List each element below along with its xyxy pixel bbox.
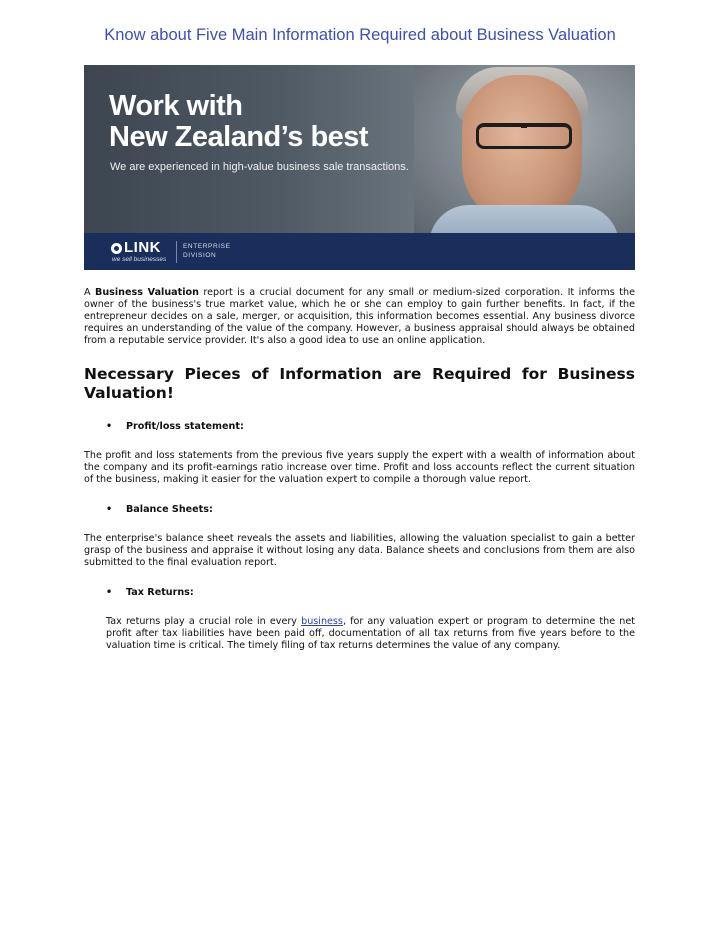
logo-tagline: we sell businesses [112,256,167,263]
link-logo [111,239,161,256]
intro-paragraph [84,287,635,347]
banner-subline: We are experienced in high-value business sale transactions. [110,161,409,173]
tax-text-before-link: Tax returns play a crucial role in every [106,616,302,627]
business-link[interactable]: business [301,616,343,627]
bullet-item-tax-returns [106,587,194,599]
profit-loss-paragraph: The profit and loss statements from the previous five years supply the expert with a wealth of information about the company and its profit-earnings ratio increase over time. Profit and loss accounts reflect the current situation of the business, making it easier for the valuation expert to compile a thorough value report. [84,450,635,485]
banner-headline-line1: Work with [109,90,243,122]
banner-image [84,65,635,270]
banner-footer-bar [84,233,635,270]
division-label-line1: ENTERPRISE [183,243,231,250]
page-title: Know about Five Main Information Required about Business Valuation [104,26,616,44]
section-heading: Necessary Pieces of Information are Required for Business Valuation! [84,365,635,402]
banner-headline [109,91,368,153]
banner-headline-line2: New Zealand’s best [109,121,369,153]
bullet-item-profit-loss [106,421,244,433]
tax-text-after-link: , for any valuation expert or program to determine the net profit after tax liabilities have been paid off, documentation of all tax returns from five years before to the valuation time is critical. The timely filing of tax returns determines the value of any company. [106,616,635,651]
bullet-label: Balance Sheets: [126,504,213,515]
logo-divider [176,241,177,263]
intro-bold-term: Business Valuation [95,287,199,298]
banner-person-glasses [476,123,572,149]
intro-prefix: A [84,287,96,298]
balance-sheets-paragraph: The enterprise's balance sheet reveals the assets and liabilities, allowing the valuation specialist to gain a better grasp of the business and appraise it without losing any data. Balance sheets and conclusions from them are also submitted to the final evaluation report. [84,533,635,568]
bullet-icon: • [106,421,113,432]
link-logo-icon [111,243,122,254]
intro-body: report is a crucial document for any small or medium-sized corporation. It informs the owner of the business's true market value, which he or she can employ to gain further benefits. In fact, if the entrepreneur decides on a sale, merger, or acquisition, this information becomes essential. Any business divorce requires an understanding of the value of the company. However, a business appraisal should always be obtained from a reputable service provider. It's also a good idea to use an online application. [84,287,635,346]
division-label-line2: DIVISION [183,252,217,259]
banner-person-face [462,75,582,225]
bullet-icon: • [106,587,113,598]
bullet-label: Tax Returns: [126,587,194,598]
bullet-label: Profit/loss statement: [126,421,244,432]
link-logo-text: LINK [124,239,161,256]
bullet-item-balance-sheets [106,504,213,516]
bullet-icon: • [106,504,113,515]
division-label [183,242,231,260]
tax-returns-paragraph [106,616,635,652]
